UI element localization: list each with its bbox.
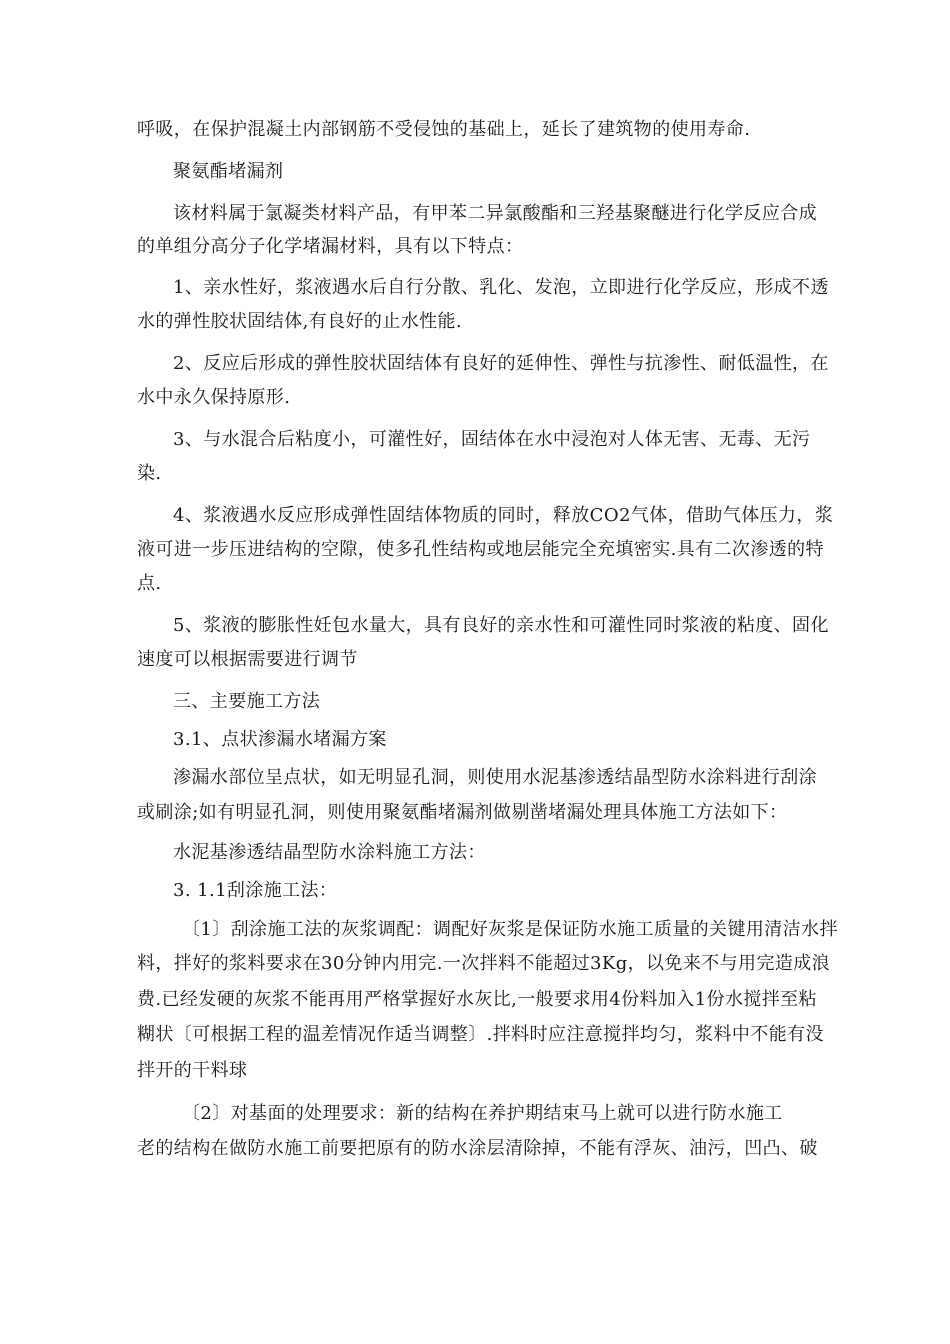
text-line: 拌开的干料球 (137, 1060, 248, 1081)
text-line: 水中永久保持原形. (137, 387, 291, 408)
text-line: 2、反应后形成的弹性胶状固结体有良好的延伸性、弹性与抗渗性、耐低温性，在 (173, 353, 829, 374)
text-line: 3.1、点状渗漏水堵漏方案 (173, 729, 387, 750)
text-line: 水泥基渗透结晶型防水涂料施工方法： (173, 842, 486, 863)
text-line: 呼吸，在保护混凝土内部钢筋不受侵蚀的基础上，延长了建筑物的使用寿命. (137, 119, 751, 140)
text-line: 4、浆液遇水反应形成弹性固结体物质的同时，释放CO2气体，借助气体压力，浆 (173, 505, 834, 526)
text-line: 老的结构在做防水施工前要把原有的防水涂层清除掉，不能有浮灰、油污，凹凸、破 (137, 1138, 818, 1159)
text-line: 或刷涂;如有明显孔洞，则使用聚氨酯堵漏剂做剔凿堵漏处理具体施工方法如下： (137, 802, 788, 823)
text-line: 液可进一步压进结构的空隙，使多孔性结构或地层能完全充填密实.具有二次渗透的特 (137, 539, 824, 560)
text-line: 5、浆液的膨胀性妊包水量大，具有良好的亲水性和可灌性同时浆液的粘度、固化 (173, 615, 829, 636)
text-line: 点. (137, 573, 162, 594)
text-line: 速度可以根据需要进行调节 (137, 649, 358, 670)
text-line: 3. 1.1刮涂施工法： (173, 880, 338, 901)
text-line: 的单组分高分子化学堵漏材料，具有以下特点： (137, 236, 524, 257)
text-line: 糊状〔可根据工程的温差情况作适当调整〕.拌料时应注意搅拌均匀，浆料中不能有没 (137, 1024, 824, 1045)
text-line: 〔2〕对基面的处理要求：新的结构在养护期结束马上就可以进行防水施工 (182, 1103, 783, 1124)
text-line: 水的弹性胶状固结体,有良好的止水性能. (137, 311, 463, 332)
text-line: 染. (137, 463, 162, 484)
text-line: 费.已经发硬的灰浆不能再用严格掌握好水灰比,一般要求用4份料加入1份水搅拌至粘 (137, 989, 817, 1010)
text-line: 3、与水混合后粘度小，可灌性好，固结体在水中浸泡对人体无害、无毒、无污 (173, 429, 811, 450)
text-line: 三、主要施工方法 (173, 691, 321, 712)
text-line: 该材料属于氯凝类材料产品，有甲苯二异氯酸酯和三羟基聚醚进行化学反应合成 (173, 203, 817, 224)
text-line: 料，拌好的浆料要求在30分钟内用完.一次拌料不能超过3Kg，以免来不与用完造成浪 (137, 953, 831, 974)
text-line: 渗漏水部位呈点状，如无明显孔洞，则使用水泥基渗透结晶型防水涂料进行刮涂 (173, 767, 817, 788)
text-line: 〔1〕刮涂施工法的灰浆调配：调配好灰浆是保证防水施工质量的关键用清洁水拌 (182, 919, 838, 940)
text-line: 聚氨酯堵漏剂 (173, 161, 284, 182)
text-line: 1、亲水性好，浆液遇水后自行分散、乳化、发泡，立即进行化学反应，形成不透 (173, 277, 829, 298)
